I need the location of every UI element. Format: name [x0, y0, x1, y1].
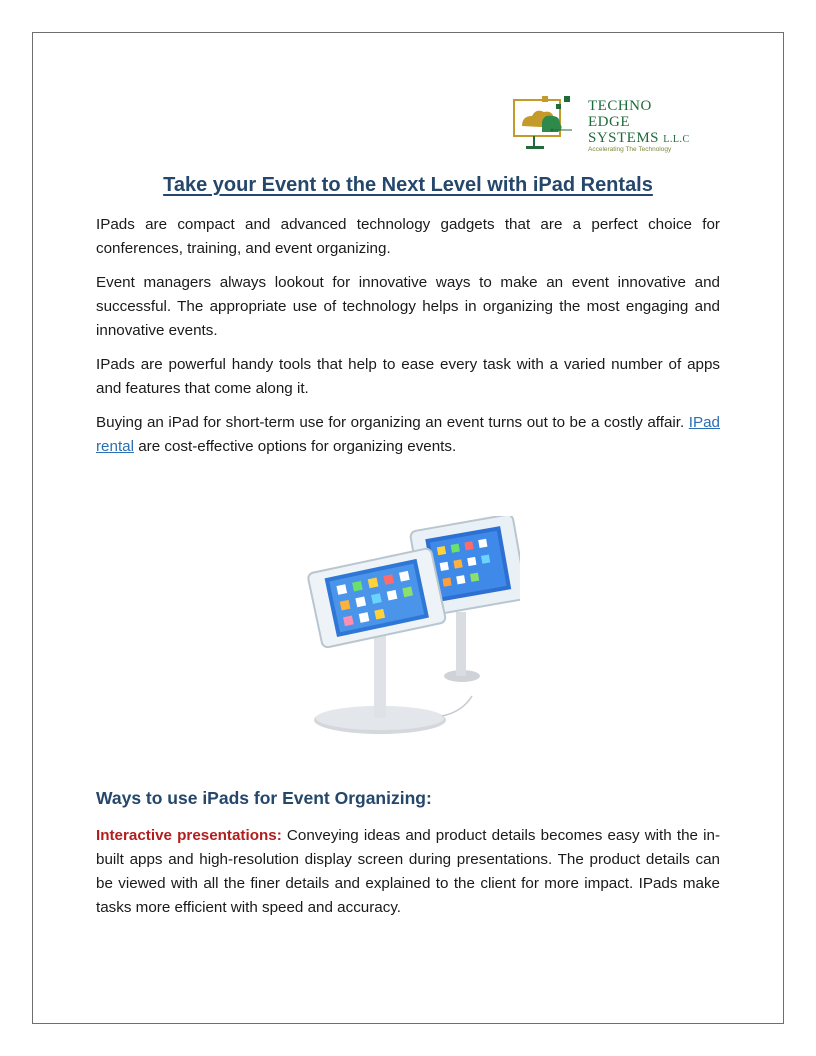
paragraph-4-after: are cost-effective options for organizing events. [134, 438, 457, 455]
section-content [96, 824, 720, 930]
section-heading: Ways to use iPads for Event Organizing: [96, 788, 432, 808]
logo-wordmark [588, 98, 690, 148]
item-lead: Interactive presentations: [96, 827, 282, 844]
logo-suffix: L.L.C [663, 134, 690, 145]
paragraph-3: IPads are powerful handy tools that help to ease every task with a varied number of apps and features that come along it. [96, 356, 720, 397]
logo-tagline: Accelerating The Technology [588, 146, 672, 153]
paragraph-4-before: Buying an iPad for short-term use for organizing an event turns out to be a costly affair. [96, 414, 689, 431]
ipad-rental-link[interactable]: IPad rental [96, 414, 720, 455]
paragraph-4 [96, 411, 720, 459]
ipad-stands-image [296, 516, 520, 740]
paragraph-1: IPads are compact and advanced technology gadgets that are a perfect choice for conferences, training, and event organizing. [96, 216, 720, 257]
logo-monitor-icon [512, 96, 584, 160]
page-title: Take your Event to the Next Level with iPad Rentals [163, 174, 653, 196]
interactive-presentations-paragraph [96, 824, 720, 920]
company-logo [512, 96, 712, 160]
paragraph-2: Event managers always lookout for innovative ways to make an event innovative and successful. The appropriate use of technology helps in organizing the most engaging and innovative events. [96, 274, 720, 339]
intro-content [96, 213, 720, 469]
logo-line-3-text: SYSTEMS [588, 130, 660, 146]
logo-line-1: TECHNO [588, 98, 652, 114]
item-text: Conveying ideas and product details becomes easy with the in-built apps and high-resolution display screen during presentations. The product details can be viewed with all the finer details and explained to the client for more impact. IPads make tasks more efficient with speed and accuracy. [96, 827, 720, 916]
logo-line-2: EDGE [588, 114, 630, 130]
